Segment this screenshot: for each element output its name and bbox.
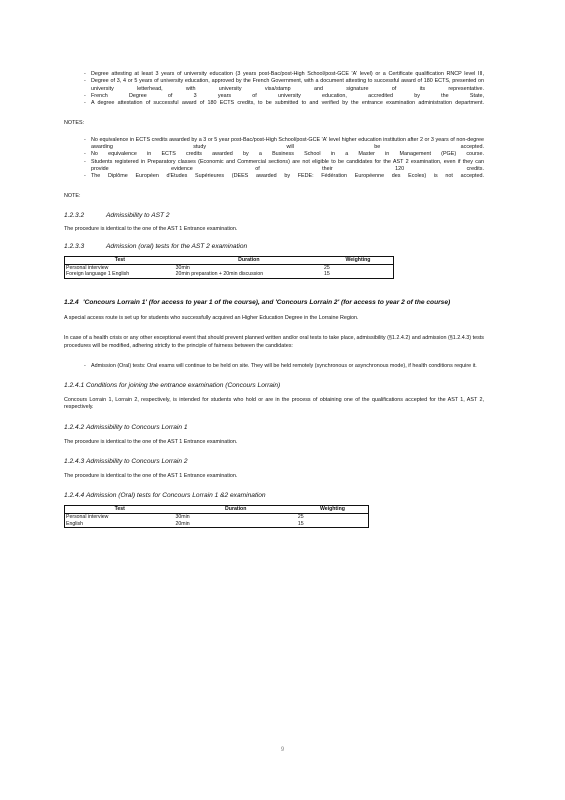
list-item: - Students registered in Preparatory classes (Economic and Commercial sections) are not eligible to be candidates for the AST 2 examination, even if they can provide evidence of their 120 credits. [64, 159, 484, 174]
list-item: - Admission (Oral) tests: Oral exams will continue to be held on site. They will be held remotely (synchronous or asynchronous mode), if health conditions require it. [64, 363, 484, 370]
page-number: 9 [280, 747, 285, 753]
table-cell: English [65, 521, 175, 528]
list-item: - No equivalence in ECTS credits awarded by a 3 or 5 year post-Bac/post-High School/post-GCE 'A' level higher education institution after 2 or 3 years of non-degree awarding study will be accepted. [64, 137, 484, 152]
table-header: Test [65, 506, 175, 514]
list-item: - A degree attestation of successful award of 180 ECTS credits, to be submitted to and verified by the entrance examination administration department. [64, 100, 484, 107]
section-heading-1-2-3-3 [64, 243, 484, 251]
section-text: The procedure is identical to the one of the AST 1 Entrance examination. [64, 438, 238, 445]
note-label: NOTE: [64, 192, 81, 199]
table-cell: 15 [323, 271, 394, 278]
section-number: 1.2.4.4 [64, 492, 85, 500]
section-heading-1-2-4-1 [64, 382, 484, 390]
section-number: 1.2.3.2 [64, 211, 85, 219]
notes-label: NOTES: [64, 120, 85, 127]
section-title: Admissibility to AST 2 [106, 211, 170, 219]
intro-bullet-list [64, 71, 484, 107]
section-number: 1.2.4 [64, 298, 79, 306]
section-text: Concours Lorrain 1, Lorrain 2, respectively, is intended for students who hold or are in the process of obtaining one of the qualifications accepted for the AST 1, AST 2, respectively. [64, 397, 484, 411]
table-row [65, 271, 394, 278]
table-header: Weighting [297, 506, 369, 514]
table-header: Duration [175, 257, 323, 265]
list-item: - French Degree of 3 years of university education, accredited by the State, [64, 93, 484, 100]
section-text: The procedure is identical to the one of the AST 1 Entrance examination. [64, 473, 238, 480]
section-title: Admissibility to Concours Lorrain 1 [86, 423, 188, 431]
table-header: Duration [175, 506, 297, 514]
table-cell: 20min [175, 521, 297, 528]
table-cell: Personal interview [65, 264, 175, 271]
section-heading-1-2-3-2 [64, 212, 484, 220]
section-heading-1-2-4-2 [64, 424, 484, 432]
table-row [65, 521, 369, 528]
section-paragraph: A special access route is set up for students who successfully acquired an Higher Education Degree in the Lorraine Region. [64, 314, 359, 321]
section-heading-1-2-4-4 [64, 492, 484, 500]
section-number: 1.2.3.3 [64, 243, 85, 251]
list-item: - Degree of 3, 4 or 5 years of university education, approved by the French Government, with a document attesting to successful award of 180 ECTS, presented on university letterhead, with university visa/stamp and signature of its representative. [64, 78, 484, 93]
section-title: Conditions for joining the entrance examination (Concours Lorrain) [86, 382, 281, 390]
section-heading-1-2-4-3 [64, 458, 484, 466]
section-number: 1.2.4.1 [64, 382, 85, 390]
health-crisis-bullet-list [64, 363, 484, 370]
list-item: - No equivalence in ECTS credits awarded by a Business School in a Master in Management (PGE) course. [64, 151, 484, 158]
table-cell: 25 [323, 264, 394, 271]
table-cell: 30min [175, 513, 190, 520]
section-title: Admissibility to Concours Lorrain 2 [86, 458, 188, 466]
section-title: Admission (oral) tests for the AST 2 examination [106, 243, 248, 251]
page-content [64, 71, 484, 528]
section-text: The procedure is identical to the one of the AST 1 Entrance examination. [64, 225, 238, 232]
table-cell: 15 [297, 521, 369, 528]
table-header: Test [65, 257, 175, 265]
table-cell: 20min preparation + 20min discussion [175, 271, 323, 278]
table-header: Weighting [323, 257, 394, 265]
section-heading-1-2-4 [64, 299, 484, 307]
table-cell: Personal interview [65, 513, 175, 520]
section-title: 'Concours Lorrain 1' (for access to year 1 of the course), and 'Concours Lorrain 2' (for access to year 2 of the course) [83, 298, 451, 306]
table-row [65, 264, 394, 271]
section-paragraph: In case of a health crisis or any other exceptional event that should prevent planned written and/or oral tests to take place, admissibility (§1.2.4.2) and admission (§1.2.4.3) tests procedures will be modified, adhering strictly to the principle of fairness between the candidates: [64, 335, 484, 349]
table-row [65, 513, 369, 520]
oral-tests-table-ast2 [64, 256, 394, 279]
oral-tests-table-concours-lorrain [64, 505, 369, 528]
notes-bullet-list [64, 137, 484, 181]
table-cell: 25 [297, 513, 369, 520]
section-title: Admission (Oral) tests for Concours Lorrain 1 &2 examination [86, 492, 266, 500]
section-number: 1.2.4.3 [64, 458, 85, 466]
list-item: - The Diplôme Européen d'Etudes Supérieures (DEES awarded by FEDE: Fédération Européenne des Ecoles) is not accepted. [64, 173, 484, 180]
table-cell: Foreign language 1 English [65, 271, 175, 278]
table-cell: 30min [175, 264, 190, 271]
section-number: 1.2.4.2 [64, 423, 85, 431]
list-item: - Degree attesting at least 3 years of university education (3 years post-Bac/post-High School/post-GCE 'A' level) or a Certificate qualification RNCP level III, [64, 71, 484, 78]
